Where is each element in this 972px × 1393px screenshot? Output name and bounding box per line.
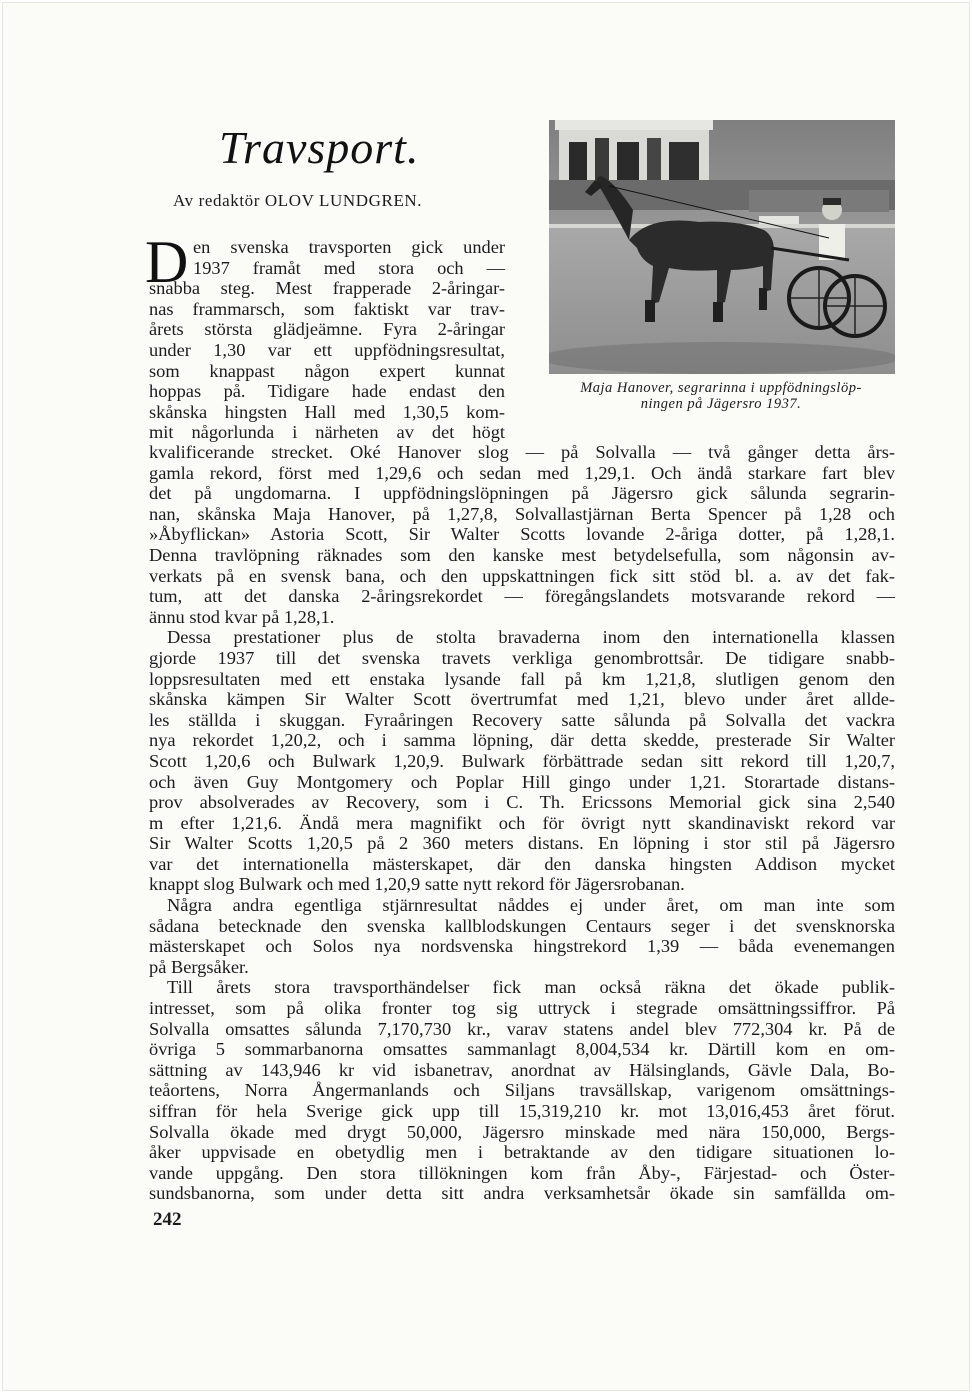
text-line: vande uppgång. Den stora tillökningen kom från Åby-, Färjestad- och Öster- [149,1162,895,1183]
page-number: 242 [153,1209,182,1230]
text-line: intresset, som på olika fronter tog sig uttryck i stegrade omsättningssiffror. På [149,998,895,1019]
text-line: Scott 1,20,6 och Bulwark 1,20,9. Bulwark förbättrade sedan sitt rekord till 1,20,7, [149,750,895,771]
text-line: Solvalla omsattes sålunda 7,170,730 kr., varav statens andel blev 772,304 kr. På de [149,1018,895,1039]
text-line: skånska hingsten Hall med 1,30,5 kom- [149,401,505,422]
photo-horse-sulky [549,120,895,374]
text-line: gjorde 1937 till det svenska travets verkliga genombrottsår. De tidigare snabb- [149,647,895,668]
text-line: teåortens, Norra Ångermanlands och Siljans travsällskap, varigenom omsättnings- [149,1080,895,1101]
text-line: skånska kämpen Sir Walter Scott övertrumfat med 1,21, blevo under året allde- [149,689,895,710]
text-line: Dessa prestationer plus de stolta bravaderna inom den internationella klassen [167,627,895,648]
text-line: var det internationella mästerskapet, där den danska hingsten Addison mycket [149,853,895,874]
text-line: åker uppvisade en obetydlig men i betraktande av den tidigare situationen lo- [149,1142,895,1163]
text-line: på Bergsåker. [149,956,249,977]
text-line: siffran för hela Sverige gick upp till 15,319,210 kr. mot 13,016,453 året förut. [149,1101,895,1121]
text-line: övriga 5 sommarbanorna omsattes sammanlagt 8,004,534 kr. Därtill kom en om- [149,1039,895,1060]
text-line: årets största glädjeämne. Fyra 2-åringar [149,319,505,340]
text-line: det på ungdomarna. I uppfödningslöpningen på Jägersro gick sålunda segrarin- [149,483,895,504]
text-line: Några andra egentliga stjärnresultat nåddes ej under året, om man inte som [167,895,895,916]
caption-line: Maja Hanover, segrarinna i uppfödningslöp- [580,380,862,396]
text-line: som knappast någon expert kunnat [149,360,505,381]
caption-line: ningen på Jägersro 1937. [640,396,802,412]
text-line: knappt slog Bulwark och med 1,20,9 satte nytt rekord för Jägersrobanan. [149,874,685,895]
text-line: nan, skånska Maja Hanover, på 1,27,8, Solvallastjärnan Berta Spencer på 1,28 och [149,503,895,524]
body-text [149,442,895,1204]
text-line: snabba steg. Mest frapperade 2-åringar- [149,278,505,299]
text-line: under 1,30 var ett uppfödningsresultat, [149,339,505,360]
text-line: Sir Walter Scotts 1,20,5 på 2 360 meters distans. En löpning i stor stil på Jägersro [149,833,895,854]
text-line: sättning av 143,946 kr vid isbanetrav, anordnat av Hälsinglands, Gävle Dala, Bo- [149,1059,895,1080]
text-line: les ställda i skuggan. Fyraåringen Recovery satte sålunda på Solvalla det vackra [149,709,895,730]
text-line: verkats på en svensk bana, och den uppskattningen fick sitt stöd bl. a. av det fak- [149,565,895,586]
photo-illustration [549,120,895,374]
text-line: nas frammarsch, som faktiskt var trav- [149,298,505,319]
text-line: m efter 1,21,6. Ändå mera magnifikt och för övrigt nytt skandinaviskt rekord var [149,812,895,833]
article-byline: Av redaktör OLOV LUNDGREN. [173,191,423,210]
text-line: mästerskapet och Solos nya nordsvenska hingstrekord 1,39 — båda evenemangen [149,936,895,957]
text-line: kvalificerande strecket. Oké Hanover slog — på Solvalla — två gånger detta års- [149,442,895,462]
text-line: sundsbanorna, som under detta sitt andra verksamhetsår ökade sin samfällda om- [149,1183,895,1204]
intro-column-continued [149,278,505,443]
article-title: Travsport. [219,122,420,173]
text-line: nya rekordet 1,20,2, och i samma löpning, där detta skedde, presterade Sir Walter [149,730,895,751]
photo-caption [543,380,899,412]
text-line: 1937 framåt med stora och — [193,257,505,278]
intro-column [193,237,505,278]
text-line: loppsresultaten med ett enstaka lysande fall på km 1,21,8, slutligen genom den [149,668,895,689]
text-line: Solvalla ökade med drygt 50,000, Jägersro minskade med nära 150,000, Bergs- [149,1121,895,1142]
magazine-page [2,2,970,1391]
text-line: gamla rekord, först med 1,29,6 och sedan med 1,29,1. Och ändå starkare fart blev [149,462,895,483]
text-line: Denna travlöpning räknades som den kanske mest betydelsefulla, som någonsin av- [149,544,895,565]
drop-cap: D [145,229,189,295]
text-line: ännu stod kvar på 1,28,1. [149,606,335,627]
text-line: hoppas på. Tidigare hade endast den [149,381,505,402]
text-line: Till årets stora travsporthändelser fick man också räkna det ökade publik- [167,977,895,998]
text-line: en svenska travsporten gick under [193,237,505,257]
text-line: och även Guy Montgomery och Poplar Hill gingo under 1,21. Storartade distans- [149,771,895,792]
text-line: »Åbyflickan» Astoria Scott, Sir Walter Scotts lovande 2-åriga dotter, på 1,28,1. [149,524,895,545]
text-line: tum, att det danska 2-åringsrekordet — föregångslandets motsvarande rekord — [149,586,895,607]
text-line: prov absolverades av Recovery, som i C. Th. Ericssons Memorial gick sina 2,540 [149,792,895,813]
text-line: sådana betecknade den svenska kallblodskungen Centaurs seger i det svensknorska [149,915,895,936]
text-line: mit någorlunda i närheten av det högt [149,422,505,443]
